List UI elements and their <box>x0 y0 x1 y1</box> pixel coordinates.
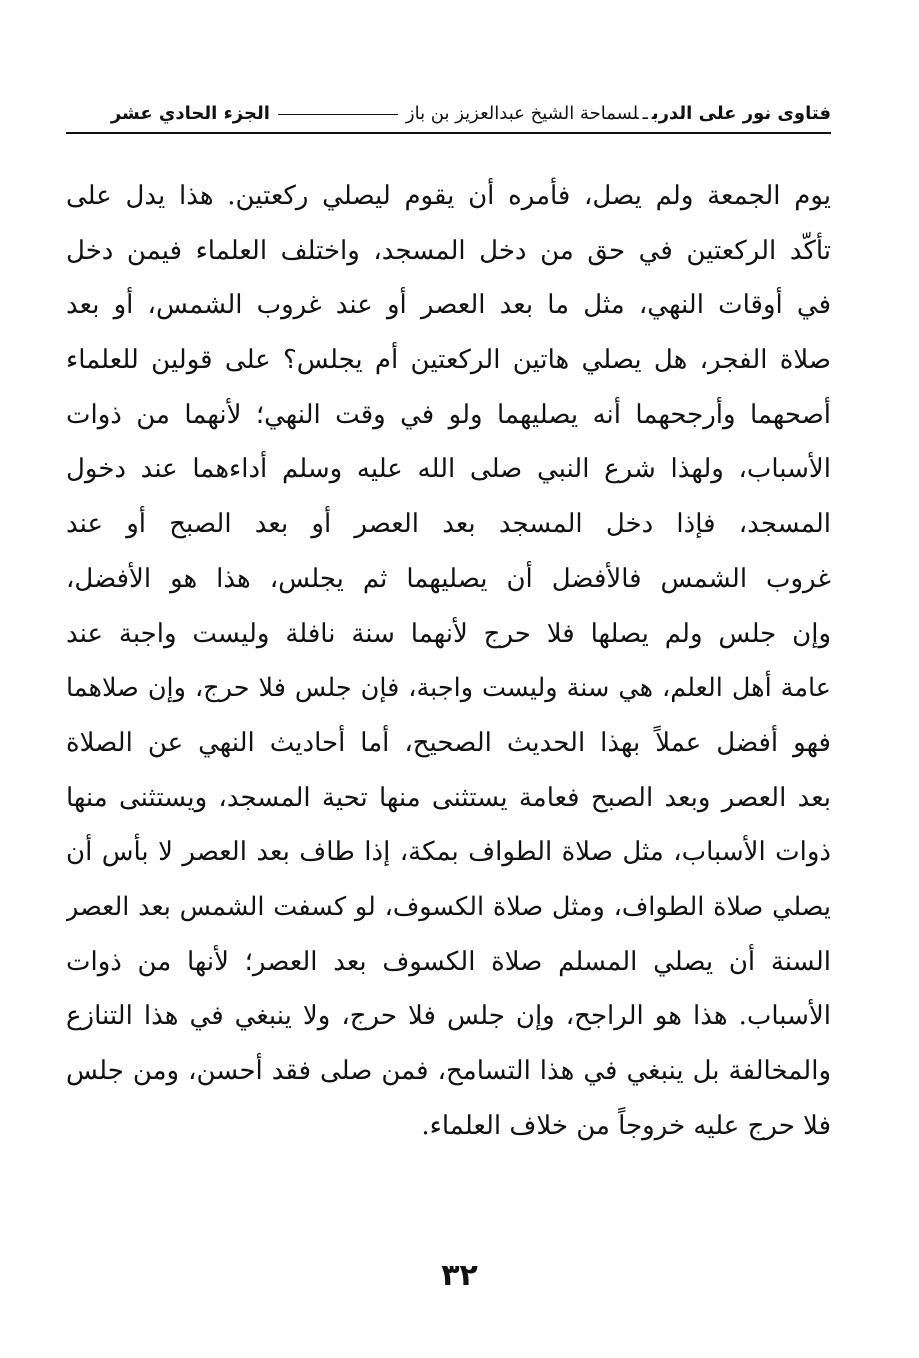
text-line: فهو أفضل عملاً بهذا الحديث الصحيح، أما أحاديث النهي عن الصلاة <box>66 727 831 758</box>
text-line: في أوقات النهي، مثل ما بعد العصر أو عند غروب الشمس، أو بعد <box>66 290 831 321</box>
text-line: يصلي صلاة الطواف، ومثل صلاة الكسوف، لو كسفت الشمس بعد العصر <box>66 891 831 922</box>
running-header-text <box>66 100 831 128</box>
text-line: الأسباب، ولهذا شرع النبي صلى الله عليه وسلم أداءهما عند دخول <box>66 454 831 485</box>
text-line: فلا حرج عليه خروجاً من خلاف العلماء. <box>421 1110 831 1141</box>
text-line: ذوات الأسباب، مثل صلاة الطواف بمكة، إذا طاف بعد العصر لا بأس أن <box>66 837 831 868</box>
running-header <box>66 100 831 136</box>
text-line: المسجد، فإذا دخل المسجد بعد العصر أو بعد الصبح أو عند <box>66 509 831 540</box>
volume-part: الجزء الحادي عشر <box>110 103 270 124</box>
text-line: والمخالفة بل ينبغي في هذا التسامح، فمن صلى فقد أحسن، ومن جلس <box>66 1056 831 1086</box>
body-text <box>66 176 831 1160</box>
header-rule <box>278 114 398 115</box>
text-line: السنة أن يصلي المسلم صلاة الكسوف بعد العصر؛ لأنها من ذوات <box>66 946 831 977</box>
text-line: بعد العصر وبعد الصبح فعامة يستثنى منها تحية المسجد، ويستثنى منها <box>66 782 831 813</box>
header-underline <box>66 132 831 134</box>
text-line: أصحهما وأرجحهما أنه يصليهما ولو في وقت النهي؛ لأنهما من ذوات <box>66 399 831 430</box>
author-name: لسماحة الشيخ عبدالعزيز بن باز <box>405 103 639 124</box>
text-line: يوم الجمعة ولم يصل، فأمره أن يقوم ليصلي ركعتين. هذا يدل على <box>66 181 831 211</box>
text-line: غروب الشمس فالأفضل أن يصليهما ثم يجلس، هذا هو الأفضل، <box>66 563 831 594</box>
text-line: وإن جلس ولم يصلها فلا حرج لأنهما سنة نافلة وليست واجبة عند <box>66 618 831 649</box>
text-line: الأسباب. هذا هو الراجح، وإن جلس فلا حرج، ولا ينبغي في هذا التنازع <box>66 1001 831 1032</box>
text-line: عامة أهل العلم، هي سنة وليست واجبة، فإن جلس فلا حرج، وإن صلاهما <box>66 673 831 704</box>
book-title: فتاوى نور على الدرب <box>651 103 831 124</box>
text-line: صلاة الفجر، هل يصلي هاتين الركعتين أم يجلس؟ على قولين للعلماء <box>66 345 831 376</box>
header-dash: ـ <box>642 103 648 124</box>
text-line: تأكّد الركعتين في حق من دخل المسجد، واختلف العلماء فيمن دخل <box>66 235 831 266</box>
page-number: ٣٢ <box>441 1258 478 1293</box>
